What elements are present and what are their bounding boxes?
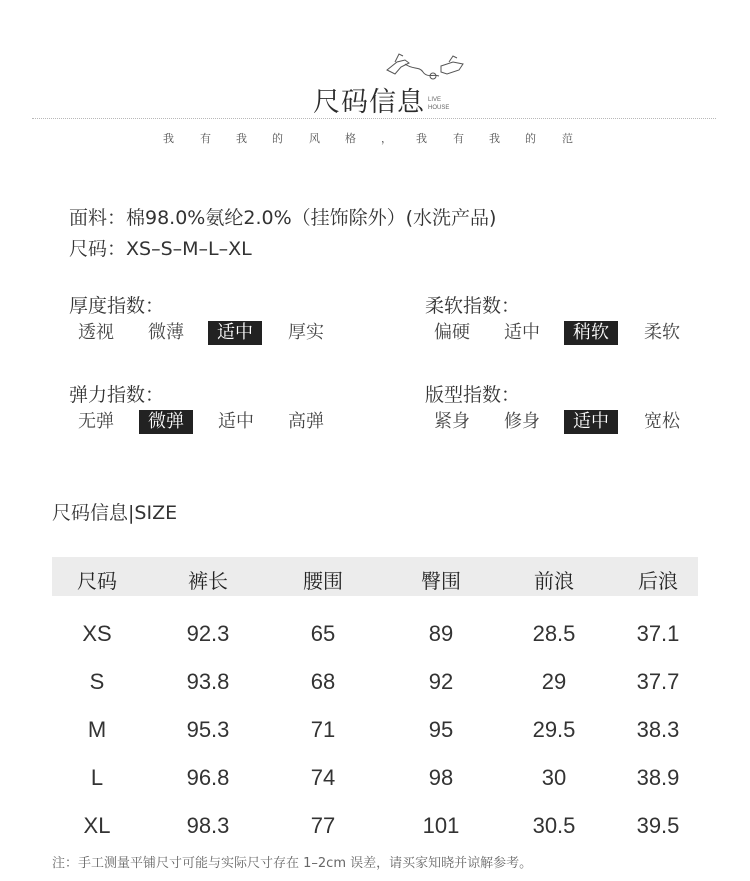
table-cell: 38.9 [636,765,680,790]
fit-option-selected: 适中 [564,410,618,434]
table-cell: S [89,669,105,694]
softness-option: 偏硬 [434,322,470,343]
table-cell: L [90,765,104,790]
table-cell: 37.1 [636,621,680,646]
slogan-char: 我 [416,132,427,145]
table-cell: 95 [428,717,454,742]
size-range: 尺码：XS–S–M–L–XL [69,238,252,260]
fit-index-title: 版型指数： [425,384,521,406]
elasticity-option: 适中 [218,411,254,432]
fit-option: 紧身 [434,411,470,432]
measurement-note: 注：手工测量平铺尺寸可能与实际尺寸存在 1–2cm 误差，请买家知晓并谅解参考。 [52,856,533,871]
table-cell: 71 [310,717,336,742]
column-header: 后浪 [638,569,678,593]
table-cell: 30.5 [532,813,576,838]
size-table-heading: 尺码信息|SIZE [52,502,178,524]
elasticity-index-title: 弹力指数： [69,384,165,406]
slogan-char: 有 [200,132,211,145]
slogan-char: 有 [453,132,464,145]
fit-option: 修身 [504,411,540,432]
table-cell: 96.8 [186,765,230,790]
table-row [0,765,750,795]
page-title: 尺码信息 [313,87,425,118]
table-cell: 29.5 [532,717,576,742]
table-cell: XS [82,621,112,646]
logo-caption [428,96,449,112]
table-header-row [52,557,698,596]
table-cell: 101 [422,813,460,838]
hands-logo-icon [383,48,467,88]
thickness-index-title: 厚度指数： [69,295,165,317]
table-row [0,621,750,651]
table-cell: 95.3 [186,717,230,742]
table-cell: M [87,717,107,742]
logo-text-live: LIVE [428,97,442,103]
table-cell: 68 [310,669,336,694]
softness-index-title: 柔软指数： [425,295,521,317]
thickness-option: 透视 [78,322,114,343]
table-cell: 98 [428,765,454,790]
slogan-char: 我 [236,132,247,145]
fabric-info: 面料：棉98.0%氨纶2.0%（挂饰除外）(水洗产品) [69,207,497,229]
table-cell: 77 [310,813,336,838]
table-cell: 89 [428,621,454,646]
elasticity-option: 高弹 [288,411,324,432]
logo-text-house: HOUSE [428,105,450,111]
table-cell: 39.5 [636,813,680,838]
table-cell: 92.3 [186,621,230,646]
table-cell: 98.3 [186,813,230,838]
slogan-char: 范 [562,132,573,145]
slogan-char: 的 [272,132,283,145]
column-header: 裤长 [188,569,228,593]
column-header: 前浪 [534,569,574,593]
table-row [0,717,750,747]
column-header: 臀围 [421,569,461,593]
elasticity-option-selected: 微弹 [139,410,193,434]
slogan-char: 我 [163,132,174,145]
table-cell: 74 [310,765,336,790]
slogan-char: 的 [525,132,536,145]
elasticity-option: 无弹 [78,411,114,432]
fit-option: 宽松 [644,411,680,432]
table-cell: 30 [541,765,567,790]
softness-option: 适中 [504,322,540,343]
table-row [0,813,750,843]
table-cell: 29 [541,669,567,694]
softness-option-selected: 稍软 [564,321,618,345]
table-cell: 92 [428,669,454,694]
slogan-char: 风 [309,132,320,145]
table-cell: 65 [310,621,336,646]
dotted-divider [32,118,716,119]
column-header: 腰围 [303,569,343,593]
table-cell: XL [83,813,111,838]
softness-option: 柔软 [644,322,680,343]
table-row [0,669,750,699]
slogan-char: ， [381,132,392,145]
thickness-option-selected: 适中 [208,321,262,345]
table-cell: 38.3 [636,717,680,742]
table-cell: 93.8 [186,669,230,694]
slogan-char: 我 [489,132,500,145]
thickness-option: 微薄 [148,322,184,343]
table-cell: 28.5 [532,621,576,646]
table-cell: 37.7 [636,669,680,694]
slogan-char: 格 [345,132,356,145]
column-header: 尺码 [77,569,117,593]
thickness-option: 厚实 [288,322,324,343]
